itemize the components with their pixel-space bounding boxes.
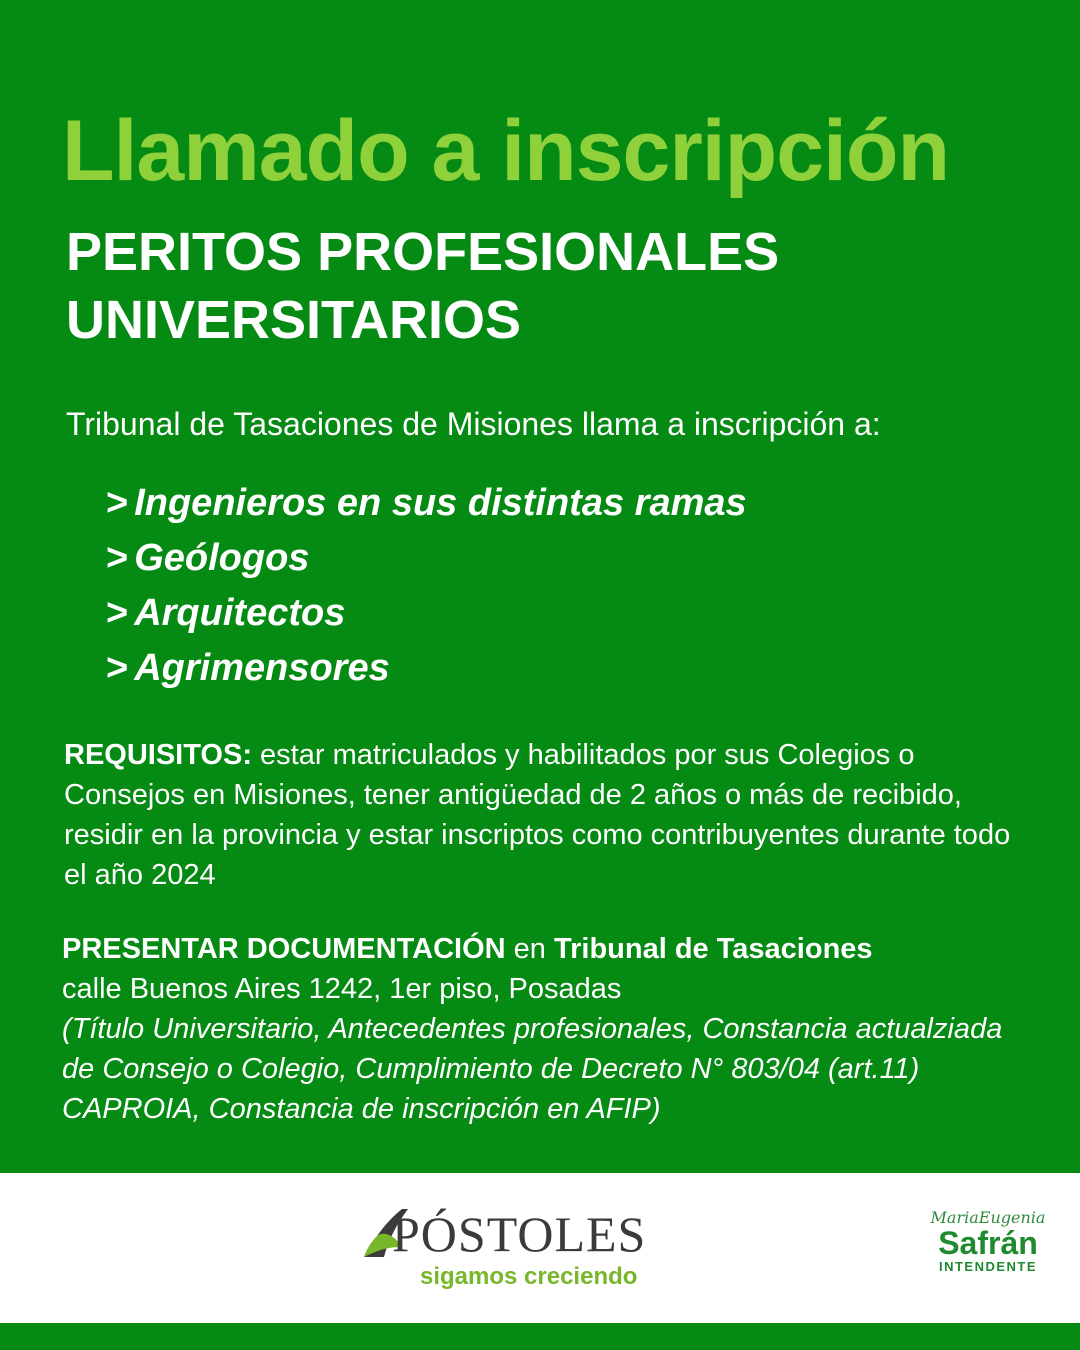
bottom-bar: [0, 1323, 1080, 1350]
page-subtitle: [66, 218, 779, 354]
presentation-documents: (Título Universitario, Antecedentes profesionales, Constancia actualziada de Consejo o Colegio, Cumplimiento de Decreto N° 803/04 (art.11) CAPROIA, Constancia de inscripción en AFIP): [62, 1013, 1003, 1125]
profession-label: Geólogos: [134, 537, 310, 579]
presentation-address: calle Buenos Aires 1242, 1er piso, Posadas: [62, 973, 622, 1005]
apostoles-logo: [362, 1205, 722, 1295]
requirements-paragraph: [64, 735, 1024, 895]
requirements-text: estar matriculados y habilitados por sus Colegios o Consejos en Misiones, tener antigüedad de 2 años o más de recibido, residir en la provincia y estar inscriptos como contribuyentes durante todo el año 2024: [64, 739, 1011, 891]
signature-name: Safrán: [938, 1225, 1038, 1261]
presentation-label: PRESENTAR DOCUMENTACIÓN: [62, 933, 506, 965]
requirements-label: REQUISITOS:: [64, 739, 252, 771]
list-item: [106, 533, 747, 588]
list-item: [106, 643, 747, 698]
arrow-icon: >: [106, 537, 129, 579]
subtitle-line-2: UNIVERSITARIOS: [66, 290, 522, 350]
subtitle-line-1: PERITOS PROFESIONALES: [66, 222, 780, 282]
page-title: Llamado a inscripción: [62, 103, 949, 199]
intro-text: Tribunal de Tasaciones de Misiones llama a inscripción a:: [66, 406, 881, 442]
profession-label: Arquitectos: [134, 592, 346, 634]
arrow-icon: >: [106, 482, 129, 524]
profession-label: Ingenieros en sus distintas ramas: [134, 482, 747, 524]
arrow-icon: >: [106, 592, 129, 634]
signature-script: MariaEugenia: [930, 1208, 1046, 1227]
logo-slogan: sigamos creciendo: [420, 1263, 638, 1290]
presentation-heading: [62, 929, 1022, 969]
signature-role: INTENDENTE: [938, 1259, 1038, 1274]
professions-list: [106, 478, 747, 698]
presentation-place: Tribunal de Tasaciones: [553, 933, 873, 965]
presentation-connector: en: [505, 933, 554, 965]
profession-label: Agrimensores: [134, 647, 390, 689]
list-item: [106, 478, 747, 533]
logo-wordmark: PÓSTOLES: [392, 1206, 647, 1262]
mayor-signature: [928, 1208, 1048, 1288]
presentation-block: [62, 929, 1022, 1129]
arrow-icon: >: [106, 647, 129, 689]
list-item: [106, 588, 747, 643]
